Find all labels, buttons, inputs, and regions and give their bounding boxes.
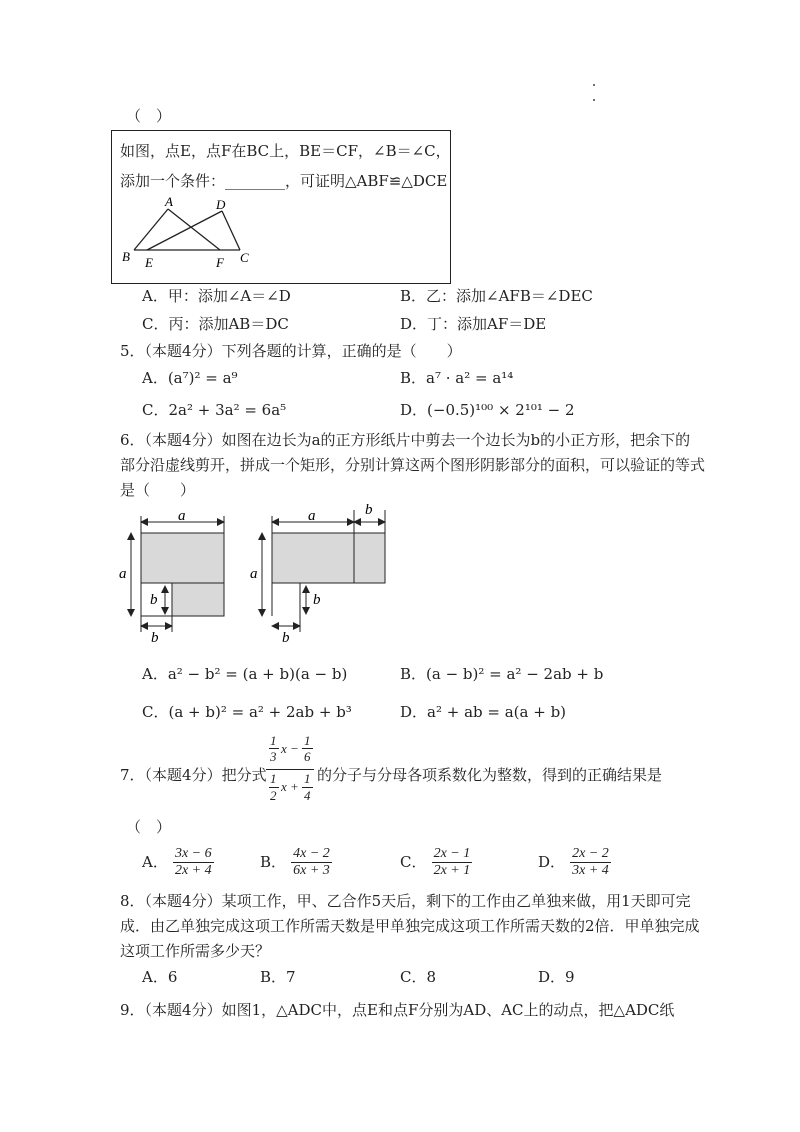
frac-d3: 2 [270, 788, 277, 803]
fig-label-b: b [313, 592, 321, 608]
fig-label-b: b [365, 502, 373, 518]
q8-option-a[interactable]: A．6 [142, 968, 178, 986]
q7-d-num: 2x − 2 [572, 846, 609, 861]
q4-option-b[interactable]: B．乙：添加∠AFB＝∠DEC [400, 287, 593, 305]
label-E: E [145, 255, 153, 270]
label-A: A [165, 194, 173, 209]
frac-d2: 6 [304, 749, 311, 764]
q6-stem-1: 6．（本题4分）如图在边长为a的正方形纸片中剪去一个边长为b的小正方形，把余下的 [120, 431, 691, 449]
q6-option-a[interactable]: A．a² − b² = (a + b)(a − b) [142, 665, 348, 683]
q7-a-den: 2x + 4 [174, 863, 212, 878]
q8-stem-2: 成．由乙单独完成这项工作所需天数是甲单独完成这项工作所需天数的2倍．甲单独完成 [120, 917, 700, 935]
answer-paren: （ ） [126, 107, 172, 125]
q4-line2: 添加一个条件：________，可证明△ABF≌△DCE [120, 172, 448, 190]
fig-label-b: b [282, 630, 290, 645]
q4-line1: 如图，点E，点F在BC上，BE＝CF，∠B＝∠C， [120, 142, 451, 160]
fig-label-b: b [150, 592, 158, 608]
q7-option-b[interactable]: B． $\frac{4x - 2}{6x + 3}$ [260, 846, 330, 878]
q7-c-den: 2x + 1 [433, 863, 471, 878]
q6-option-d[interactable]: D．a² + ab = a(a + b) [400, 703, 567, 721]
q8-option-b[interactable]: B．7 [260, 968, 296, 986]
q7-option-c[interactable]: C． $\frac{2x - 1}{2x + 1}$ [400, 846, 471, 878]
q4-option-a[interactable]: A．甲：添加∠A＝∠D [142, 287, 291, 305]
q9-stem-1: 9．（本题4分）如图1，△ADC中，点E和点F分别为AD、AC上的动点，把△ADC纸 [120, 1001, 675, 1019]
q5-option-a[interactable]: A．(a⁷)² = a⁹ [142, 369, 238, 387]
q5-option-c[interactable]: C．2a² + 3a² = 6a⁵ [142, 401, 287, 419]
q8-stem-1: 8．（本题4分）某项工作，甲、乙合作5天后，剩下的工作由乙单独来做，用1天即可完 [120, 892, 691, 910]
fig-label-a: a [250, 566, 258, 582]
frac-n3: 1 [270, 771, 277, 786]
q6-option-c[interactable]: C．(a + b)² = a² + 2ab + b³ [142, 703, 352, 721]
q6-stem-3: 是（ ） [120, 481, 196, 499]
q7-prefix: 7．（本题4分）把分式 [120, 766, 267, 784]
label-C: C [240, 250, 249, 265]
q7-suffix: 的分子与分母各项系数化为整数，得到的正确结果是 [317, 766, 663, 784]
label-D: D [216, 197, 226, 212]
q7-b-den: 6x + 3 [293, 863, 330, 878]
q8-option-c[interactable]: C．8 [400, 968, 437, 986]
q7-b-num: 4x − 2 [293, 846, 330, 861]
fig-label-a: a [178, 508, 186, 524]
q7-paren: （ ） [126, 818, 172, 836]
label-F: F [216, 255, 224, 270]
q4-option-d[interactable]: D．丁：添加AF＝DE [400, 315, 547, 333]
q6-option-b[interactable]: B．(a − b)² = a² − 2ab + b [400, 665, 604, 683]
q5-option-d[interactable]: D．(−0.5)¹⁰⁰ × 2¹⁰¹ − 2 [400, 401, 575, 419]
square-rectangle-figure [110, 500, 400, 645]
q7-c-num: 2x − 1 [433, 846, 471, 861]
q5-option-b[interactable]: B．a⁷ · a² = a¹⁴ [400, 369, 514, 387]
complex-fraction [266, 733, 316, 807]
frac-n4: 1 [304, 771, 311, 786]
q8-stem-3: 这项工作所需多少天？ [120, 942, 271, 960]
fig-label-a: a [119, 566, 127, 582]
fig-label-a: a [308, 508, 316, 524]
q7-option-d[interactable]: D． $\frac{2x - 2}{3x + 4}$ [538, 846, 609, 878]
frac-n2: 1 [304, 733, 311, 748]
q7-option-a[interactable]: A． $\frac{3x - 6}{2x + 4}$ [142, 846, 212, 878]
corner-dot [593, 84, 595, 86]
frac-x2: x + [281, 779, 299, 794]
question-4-box [111, 130, 451, 284]
label-B: B [122, 249, 130, 264]
frac-x1: x − [281, 741, 299, 756]
q7-d-den: 3x + 4 [572, 863, 609, 878]
q6-stem-2: 部分沿虚线剪开，拼成一个矩形，分别计算这两个图形阴影部分的面积，可以验证的等式 [120, 456, 706, 474]
fig-label-b: b [151, 630, 159, 645]
q8-option-d[interactable]: D．9 [538, 968, 575, 986]
q4-option-c[interactable]: C．丙：添加AB＝DC [142, 315, 289, 333]
frac-n1: 1 [270, 733, 277, 748]
frac-d4: 4 [304, 788, 311, 803]
frac-d1: 3 [270, 749, 277, 764]
q7-a-num: 3x − 6 [174, 846, 212, 861]
q5-stem: 5．（本题4分）下列各题的计算，正确的是（ ） [120, 342, 462, 360]
triangle-figure [112, 131, 450, 283]
corner-dot [593, 99, 595, 101]
